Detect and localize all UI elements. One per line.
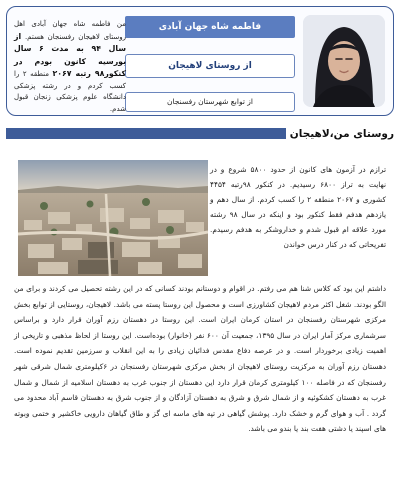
village-aerial-photo [18, 160, 208, 276]
profile-card [6, 6, 394, 116]
intro-text-part1: من فاطمه شاه جهان آبادی اهل روستای لاهیجان رفسنجان هستم. [14, 20, 127, 41]
section-heading [6, 125, 394, 143]
profile-photo-image [303, 15, 385, 107]
section-heading-text: روستای من،لاهیجان [286, 125, 394, 143]
county-field: از توابع شهرستان رفسنجان [125, 92, 295, 112]
student-name: فاطمه شاه جهان آبادی [125, 16, 295, 38]
profile-photo [303, 15, 385, 107]
section-heading-bar [6, 128, 292, 139]
intro-text-part2: منطقه ۲ را کسب کردم و در رشته پزشکی دانشگاه علوم پزشکی زنجان قبول شدم. [14, 70, 126, 113]
intro-text-highlight: از سال ۹۴ به مدت ۶ سال بورسیه کانون بودم در کنکور۹۸ رتبه ۲۰۶۷ [14, 31, 127, 78]
article-full-text: داشتم این بود که کلاس شنا هم می رفتم. در اقوام و دوستانم بودند کسانی که در این رشته تحصیل می کردند و برای من الگو بودند. شغل اکثر مردم لاهیجان کشاورزی است و محصول این روستا پسته می باشد. لاهیجان، روستایی از توابع بخش مرکزی شهرستان رفسنجان در استان کرمان ایران است. این روستا در دهستان رزم آوران قرار دارد و براساس سرشماری مرکز آمار ایران در سال ۱۳۹۵، جمعیت آن ۶۰۰ نفر (خانوار) بوده‌است. این روستا از لحاظ مذهبی و تاریخی از اهمیت زیادی برخوردار است. و در عرصه دفاع مقدس فدائیان زیادی را به این انقلاب و سرزمین تقدیم نموده است. دهستان رزم آوران به مرکزیت روستای لاهیجان از بخش مرکزی شهرستان رفسنجان در ۶کیلومتری شمال شرقی شهر رفسنجان که در فاصله ۱۰۰ کیلومتری کرمان قرار دارد این دهستان از جنوب غرب به دهستان اسلامیه از شمال و شمال غرب به دهستان کشکوئیه و از شمال شرق و شرق به دهستان آزادگان و از جنوب شرق به دهستان قاسم آباد محدود می گردد . آب و هوای گرم و خشک دارد. پوشش گیاهی در تپه های ماسه ای گز و طاق گیاهان دارویی خاکشیر و ختمی وبوته های اسپند یا دشتی هفت بند یا بندو می باشد. [14, 284, 387, 434]
article-column-text: ترازم در آزمون های کانون از حدود ۵۸۰۰ شروع و در نهایت به تراز ۶۸۰۰ رسیدیم. در کنکور ۹۸رتبه ۴۴۵۴ کشوری و ۲۰۶۷ منطقه ۲ را کسب کردم. از سال دهم و یازدهم هدفم فقط کنکور بود و اینکه در سال ۹۸ رشته مورد علاقه ام قبول شدم و خداروشکر به هدفم رسیدم. تفریحاتی که در کنار درس خواندن [210, 165, 387, 249]
intro-paragraph [14, 19, 126, 115]
village-aerial-image [18, 160, 208, 276]
village-name-field: از روستای لاهیجان [125, 54, 295, 78]
